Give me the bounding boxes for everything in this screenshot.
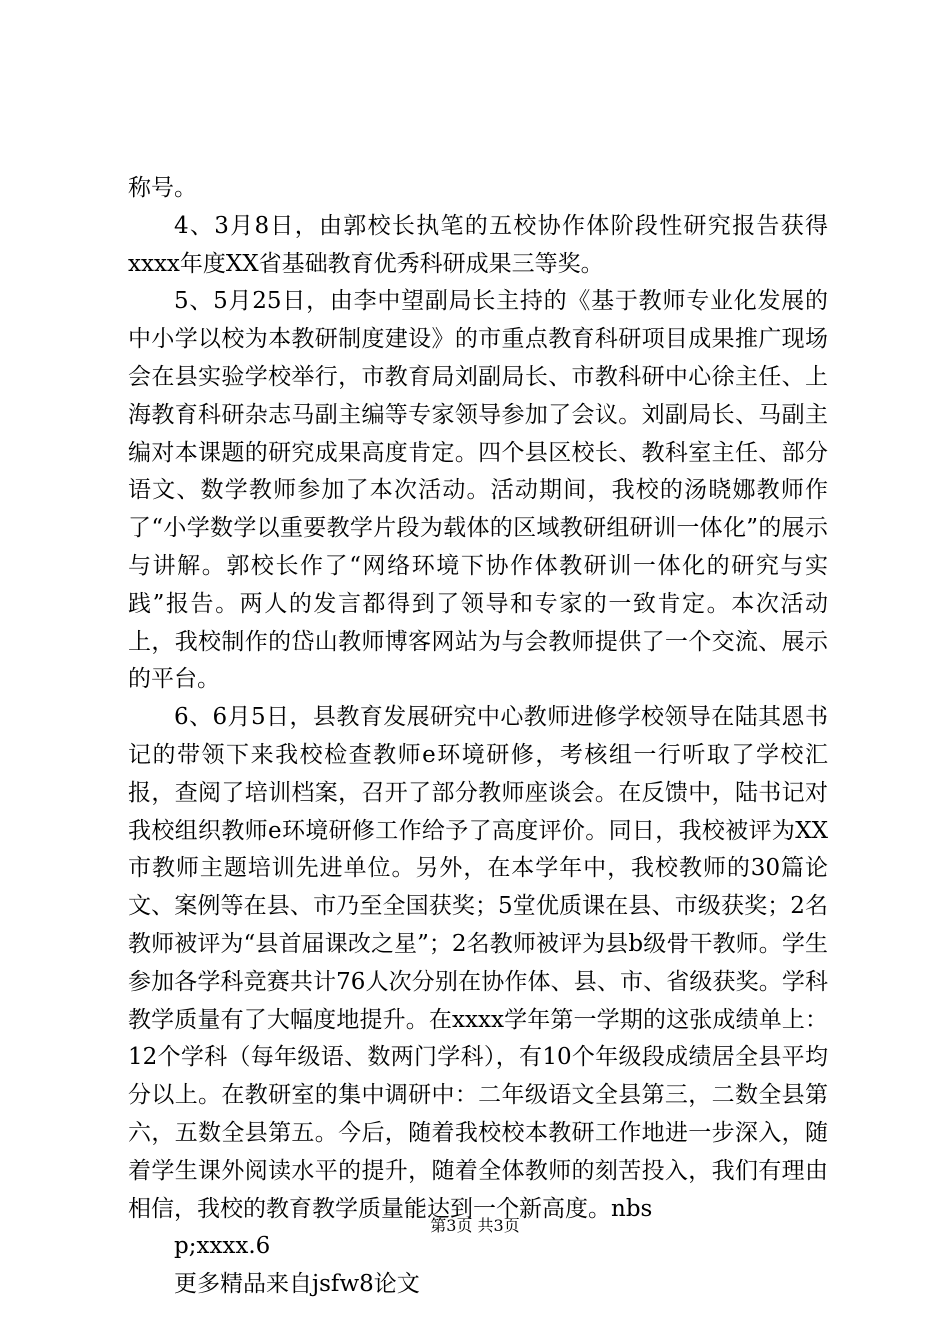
paragraph-continuation: 称号。 [128, 175, 197, 201]
paragraph-item-5: 5、5月25日，由李中望副局长主持的《基于教师专业化发展的中小学以校为本教研制度建设》的市重点教育科研项目成果推广现场会在县实验学校举行，市教育局刘副局长、市教科研中心徐主任、上海教育科研杂志马副主编等专家领导参加了会议。刘副局长、马副主编对本课题的研究成果高度肯定。四个县区校长、教科室主任、部分语文、数学教师参加了本次活动。活动期间，我校的汤晓娜教师作了“小学数学以重要教学片段为载体的区域教研组研训一体化”的展示与讲解。郭校长作了“网络环境下协作体教研训一体化的研究与实践”报告。两人的发言都得到了领导和专家的一致肯定。本次活动上，我校制作的岱山教师博客网站为与会教师提供了一个交流、展示的平台。 [128, 288, 828, 693]
page-footer: 第3页 共3页 [430, 1216, 520, 1235]
paragraph-item-6: 6、6月5日，县教育发展研究中心教师进修学校领导在陆其恩书记的带领下来我校检查教师e环境研修，考核组一行听取了学校汇报，查阅了培训档案，召开了部分教师座谈会。在反馈中，陆书记对我校组织教师e环境研修工作给予了高度评价。同日，我校被评为XX市教师主题培训先进单位。另外，在本学年中，我校教师的30篇论文、案例等在县、市乃至全国获奖；5堂优质课在县、市级获奖；2名教师被评为“县首届课改之星”；2名教师被评为县b级骨干教师。学生参加各学科竞赛共计76人次分别在协作体、县、市、省级获奖。学科教学质量有了大幅度地提升。在xxxx学年第一学期的这张成绩单上：12个学科（每年级语、数两门学科），有10个年级段成绩居全县平均分以上。在教研室的集中调研中：二年级语文全县第三，二数全县第六，五数全县第五。今后，随着我校校本教研工作地进一步深入，随着学生课外阅读水平的提升，随着全体教师的刻苦投入，我们有理由相信，我校的教育教学质量能达到一个新高度。nbs [128, 704, 828, 1222]
document-body [128, 170, 828, 1304]
paragraph-item-4: 4、3月8日，由郭校长执笔的五校协作体阶段性研究报告获得xxxx年度XX省基础教育优秀科研成果三等奖。 [128, 212, 828, 277]
date-line: p;xxxx.6 [174, 1233, 271, 1260]
source-note: 更多精品来自jsfw8论文 [174, 1271, 420, 1298]
